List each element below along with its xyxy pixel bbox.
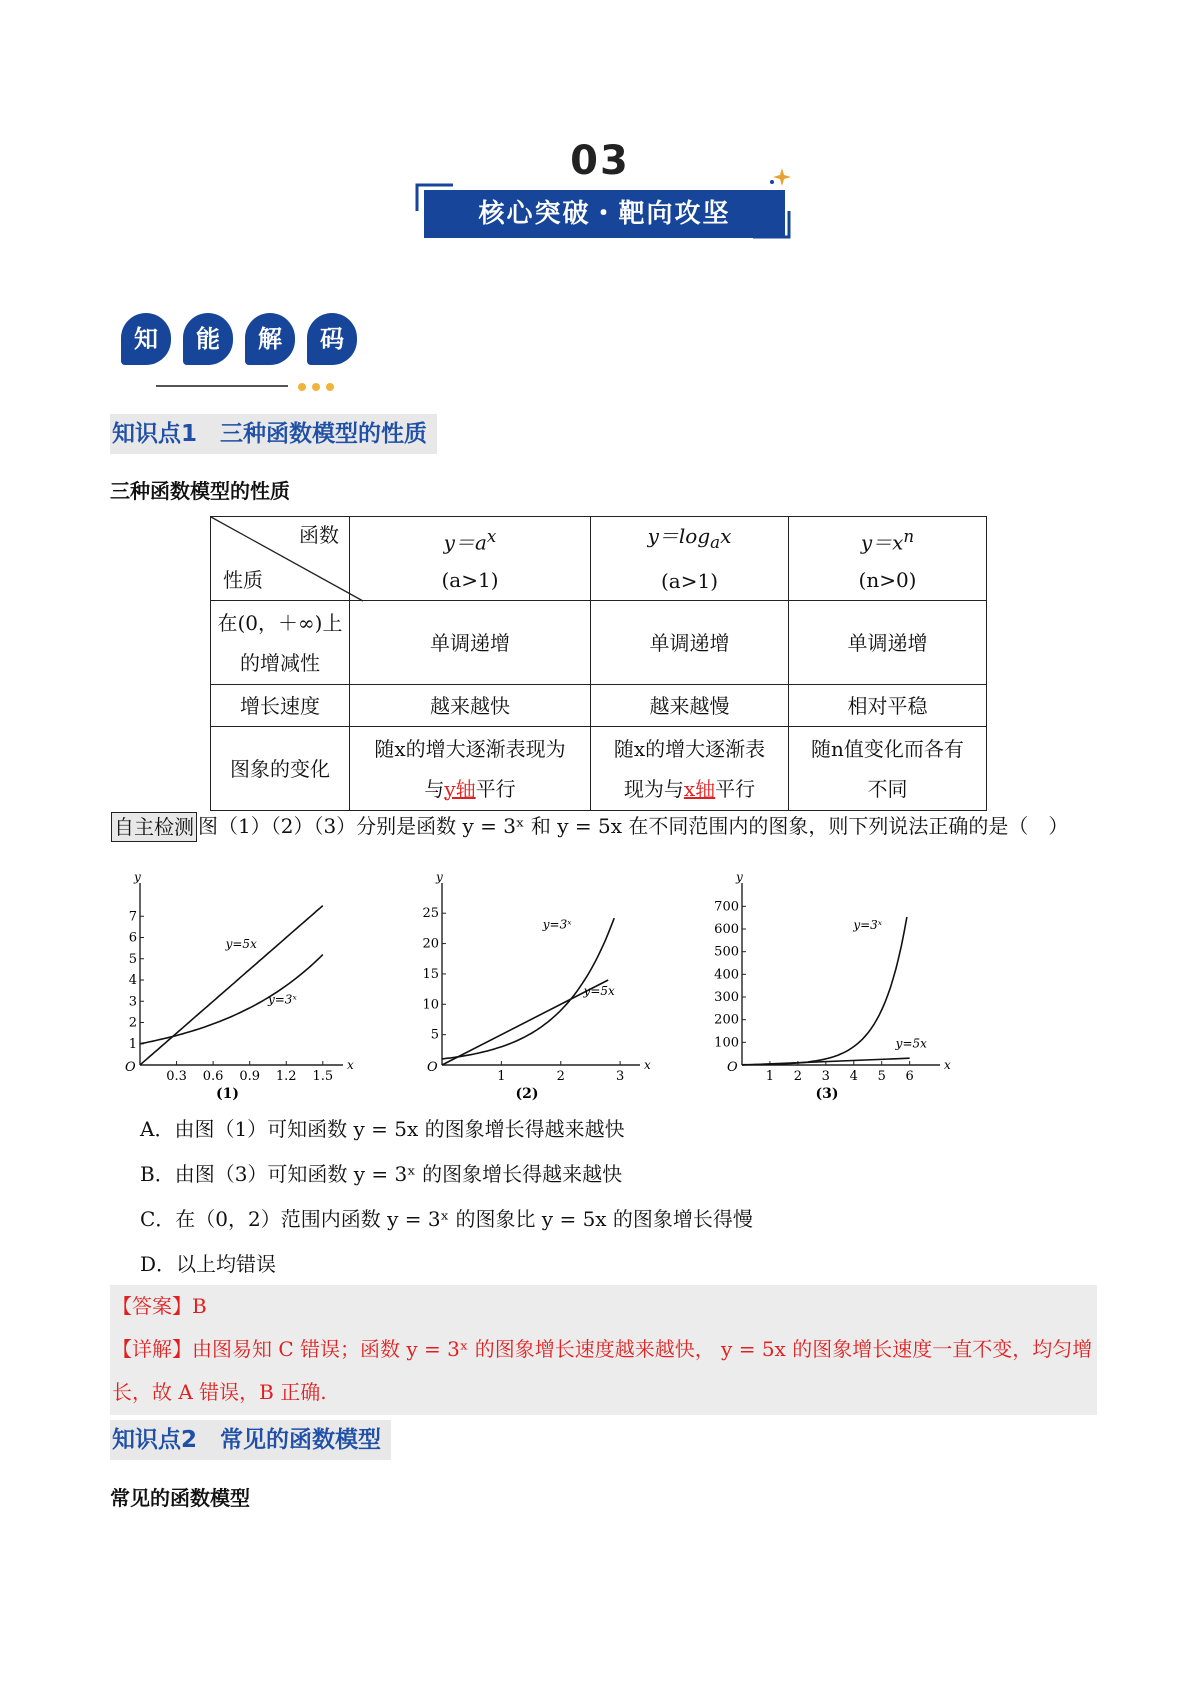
explanation-line1: 【详解】由图易知 C 错误；函数 y = 3ˣ 的图象增长速度越来越快， y = 5x 的图象增长速度一直不变，均匀增: [112, 1337, 1093, 1361]
formula-log: y＝log: [647, 524, 711, 548]
x-axis-label: x: [347, 1058, 354, 1072]
cell: 单调递增: [789, 601, 987, 685]
y-tick-label: 300: [714, 990, 739, 1005]
formula-log-post: x: [720, 524, 732, 548]
corner-bottom-label: 性质: [223, 568, 263, 592]
cell-graph-pow: [789, 727, 987, 811]
x-tick-label: 0.3: [166, 1069, 187, 1084]
x-axis-label: x: [944, 1058, 951, 1072]
series-label: y=5x: [583, 984, 615, 999]
y-tick-label: 5: [128, 951, 137, 967]
formula-pow-sup: n: [903, 526, 915, 546]
x-tick-label: 4: [849, 1069, 858, 1084]
series-label: y=3ˣ: [542, 917, 572, 932]
series-label: y=3ˣ: [853, 918, 883, 932]
x-tick-label: 0.6: [202, 1069, 224, 1084]
y-axis-label: y: [436, 870, 443, 884]
x-tick-label: 1.2: [275, 1069, 297, 1084]
origin-label: O: [727, 1060, 738, 1075]
series-label: y=5x: [225, 937, 257, 952]
formula-exp-sup: x: [486, 526, 497, 546]
x-tick-label: 3: [615, 1069, 625, 1084]
kp1-heading: 知识点1 三种函数模型的性质: [110, 414, 437, 454]
option-a: A．由图（1）可知函数 y = 5x 的图象增长得越来越快: [140, 1117, 625, 1141]
series-line: [140, 906, 323, 1065]
graph-log-blank: x轴: [683, 776, 716, 801]
explanation-line2: 长，故 A 错误，B 正确.: [112, 1380, 327, 1404]
series-label: y=3ˣ: [267, 992, 297, 1007]
series-label: y=5x: [895, 1036, 927, 1051]
kp2-heading: 知识点2 常见的函数模型: [110, 1420, 391, 1460]
x-tick-label: 6: [905, 1069, 914, 1084]
formula-log-sub: a: [710, 533, 721, 552]
cell: 单调递增: [350, 601, 591, 685]
section-number: 03: [570, 138, 630, 184]
option-b: B．由图（3）可知函数 y = 3ˣ 的图象增长得越来越快: [140, 1162, 623, 1186]
y-tick-label: 2: [128, 1015, 137, 1031]
option-d: D．以上均错误: [140, 1252, 277, 1276]
y-tick-label: 15: [422, 966, 439, 982]
y-tick-label: 200: [714, 1012, 739, 1028]
chart-2: [420, 865, 650, 1100]
x-tick-label: 2: [793, 1069, 803, 1084]
badge-ma: 码: [307, 313, 357, 365]
question-tag: 自主检测: [111, 812, 197, 842]
graph-exp-post: 平行: [475, 776, 516, 801]
badge-neng: 能: [183, 313, 233, 365]
y-tick-label: 4: [128, 973, 137, 988]
banner-title: 核心突破・靶向攻坚: [424, 190, 785, 238]
y-tick-label: 25: [422, 906, 439, 922]
y-tick-label: 700: [714, 899, 739, 915]
graph-pow-line1: 随n值变化而各有: [811, 736, 964, 761]
y-tick-label: 6: [128, 930, 137, 946]
x-tick-label: 3: [821, 1069, 830, 1084]
y-tick-label: 100: [714, 1035, 739, 1051]
corner-top-label: 函数: [299, 523, 339, 547]
question-text: 图（1）（2）（3）分别是函数 y = 3ˣ 和 y = 5x 在不同范围内的图象，则下列说法正确的是（ ）: [198, 814, 1069, 838]
row-monotonic-label: [211, 601, 350, 685]
properties-table: [210, 516, 987, 811]
y-tick-label: 1: [128, 1036, 137, 1052]
badge-zhi: 知: [121, 313, 171, 365]
row-speed-label: 增长速度: [211, 685, 350, 727]
kp2-subheading: 常见的函数模型: [110, 1486, 250, 1510]
badge-underline: [150, 380, 350, 394]
cell: 越来越快: [350, 685, 591, 727]
y-tick-label: 400: [714, 967, 739, 983]
cond-log: (a>1): [660, 569, 718, 593]
chart-caption: (1): [216, 1086, 239, 1102]
graph-exp-pre: 与: [424, 776, 445, 801]
chart-1: [118, 865, 358, 1100]
row-graph-label: 图象的变化: [211, 727, 350, 811]
chart-caption: (2): [515, 1086, 539, 1102]
y-tick-label: 7: [128, 909, 137, 925]
x-tick-label: 5: [877, 1069, 886, 1084]
graph-exp-line1: 随x的增大逐渐表现为: [374, 736, 566, 761]
x-axis-label: x: [644, 1058, 651, 1072]
option-c: C．在（0，2）范围内函数 y = 3ˣ 的图象比 y = 5x 的图象增长得慢: [140, 1207, 753, 1231]
series-line: [742, 917, 907, 1065]
cell: 相对平稳: [789, 685, 987, 727]
y-axis-label: y: [134, 870, 141, 884]
graph-exp-blank: y轴: [444, 776, 476, 801]
x-tick-label: 1.5: [312, 1069, 334, 1084]
chart-3: [714, 865, 951, 1102]
origin-label: O: [427, 1060, 438, 1075]
answer: 【答案】B: [112, 1294, 207, 1318]
row-monotonic-label-2: 的增减性: [240, 650, 320, 675]
header-log: [591, 517, 789, 601]
y-tick-label: 500: [714, 944, 739, 960]
sparkle-icon: [768, 166, 792, 188]
graph-log-post: 平行: [715, 776, 756, 801]
y-tick-label: 20: [422, 936, 439, 952]
y-tick-label: 5: [430, 1027, 439, 1043]
y-tick-label: 600: [714, 922, 739, 937]
cell: 越来越慢: [591, 685, 789, 727]
y-tick-label: 3: [128, 994, 137, 1010]
x-tick-label: 1: [765, 1069, 775, 1084]
graph-log-line1: 随x的增大逐渐表: [613, 736, 766, 761]
cell: 单调递增: [591, 601, 789, 685]
graph-pow-line2: 不同: [867, 776, 908, 801]
header-exp: [350, 517, 591, 601]
graph-log-pre: 现为与: [623, 776, 684, 801]
cell-graph-log: [591, 727, 789, 811]
x-tick-label: 1: [497, 1069, 506, 1084]
origin-label: O: [125, 1060, 136, 1075]
cond-exp: (a>1): [441, 568, 499, 593]
kp1-subheading: 三种函数模型的性质: [110, 479, 290, 503]
y-tick-label: 10: [422, 997, 439, 1013]
formula-pow: y＝x: [860, 530, 904, 555]
cell-graph-exp: [350, 727, 591, 811]
x-tick-label: 0.9: [239, 1069, 261, 1084]
corner-cell: [211, 517, 350, 601]
y-axis-label: y: [736, 870, 743, 884]
badge-jie: 解: [245, 313, 295, 365]
x-tick-label: 2: [556, 1069, 565, 1084]
chart-caption: (3): [815, 1086, 839, 1102]
header-pow: [789, 517, 987, 601]
cond-pow: (n>0): [858, 568, 917, 593]
row-monotonic-label-1: 在(0，＋∞)上: [217, 610, 343, 635]
formula-exp: y＝a: [443, 530, 487, 555]
